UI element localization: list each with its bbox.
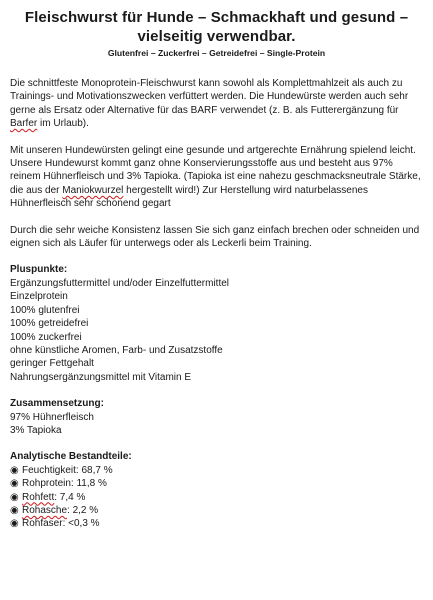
- list-item: 97% Hühnerfleisch: [10, 411, 94, 423]
- list-item: Einzelprotein: [10, 291, 68, 303]
- list-item: 100% zuckerfrei: [10, 331, 82, 343]
- list-item: Nahrungsergänzungsmittel mit Vitamin E: [10, 371, 192, 383]
- analysis-label: Feuchtigkeit: [22, 464, 76, 476]
- pluspunkte-heading: Pluspunkte:: [10, 264, 68, 276]
- list-item: 100% getreidefrei: [10, 318, 89, 330]
- analysis-row: [10, 517, 423, 530]
- analysis-row: [10, 477, 423, 490]
- analysis-label: Rohasche: [22, 504, 68, 516]
- analysis-value: : 11,8 %: [70, 478, 107, 490]
- radio-bullet-icon: ◉: [10, 518, 19, 530]
- radio-bullet-icon: ◉: [10, 504, 19, 516]
- consistency-paragraph: Durch die sehr weiche Konsistenz lassen Sie sich ganz einfach brechen oder schneiden und eignen sich als Läufer für unterwegs oder als Leckerli beim Training.: [10, 224, 420, 250]
- analysis-value: : 68,7 %: [75, 464, 113, 476]
- list-item: ohne künstliche Aromen, Farb- und Zusatzstoffe: [10, 344, 223, 356]
- page-subtitle: Glutenfrei – Zuckerfrei – Getreidefrei – Single-Protein: [107, 48, 326, 58]
- radio-bullet-icon: ◉: [10, 478, 19, 490]
- analysis-value: : 7,4 %: [54, 491, 86, 503]
- list-item: geringer Fettgehalt: [10, 358, 94, 370]
- page-title: Fleischwurst für Hunde – Schmackhaft und gesund – vielseitig verwendbar.: [24, 9, 409, 45]
- analysis-label: Rohfett: [22, 491, 55, 503]
- intro-text-a: Die schnittfeste Monoprotein-Fleischwurst kann sowohl als Komplettmahlzeit als auch zu Trainings- und Motivationszwecken verfüttert werden. Die Hundewürste werden auch sehr gerne als Ersatz oder Alternative für das BARF verwendet (z. B. als Futterergänzung für: [10, 78, 409, 116]
- radio-bullet-icon: ◉: [10, 464, 19, 476]
- analytische-list: [10, 464, 423, 531]
- zusammensetzung-list: [10, 411, 423, 438]
- intro-text-b: im Urlaub).: [37, 118, 89, 130]
- maniokwurzel-word: Maniokwurzel: [62, 184, 124, 196]
- nutrition-text-b: hergestellt wird!) Zur Herstellung wird naturbelassenes Hühnerfleisch sehr schonend gegart: [10, 184, 368, 210]
- analysis-value: : 2,2 %: [67, 504, 99, 516]
- analysis-row: [10, 464, 423, 477]
- zusammensetzung-heading: Zusammensetzung:: [10, 398, 104, 410]
- pluspunkte-list: [10, 277, 423, 384]
- radio-bullet-icon: ◉: [10, 491, 19, 503]
- nutrition-paragraph: [10, 144, 423, 211]
- intro-paragraph: [10, 77, 423, 131]
- analysis-row: [10, 504, 423, 517]
- list-item: 3% Tapioka: [10, 424, 62, 436]
- analytische-heading: Analytische Bestandteile:: [10, 451, 132, 463]
- analysis-label: Rohfaser: [22, 518, 63, 530]
- analysis-label: Rohprotein: [22, 478, 71, 490]
- analysis-row: [10, 491, 423, 504]
- barfer-word: Barfer: [10, 118, 38, 130]
- nutrition-text-a: Mit unseren Hundewürsten gelingt eine gesunde und artgerechte Ernährung spielend leicht. Unsere Hundewurst kommt ganz ohne Konservierungsstoffe aus und besteht aus 97% reinem Hühnerfleisch und 3% Tapioka. (Tapioka ist eine nahezu geschmacksneutrale Stärke, die aus der: [10, 144, 421, 196]
- analysis-value: : <0,3 %: [62, 518, 100, 530]
- list-item: 100% glutenfrei: [10, 304, 80, 316]
- list-item: Ergänzungsfuttermittel und/oder Einzelfuttermittel: [10, 277, 229, 289]
